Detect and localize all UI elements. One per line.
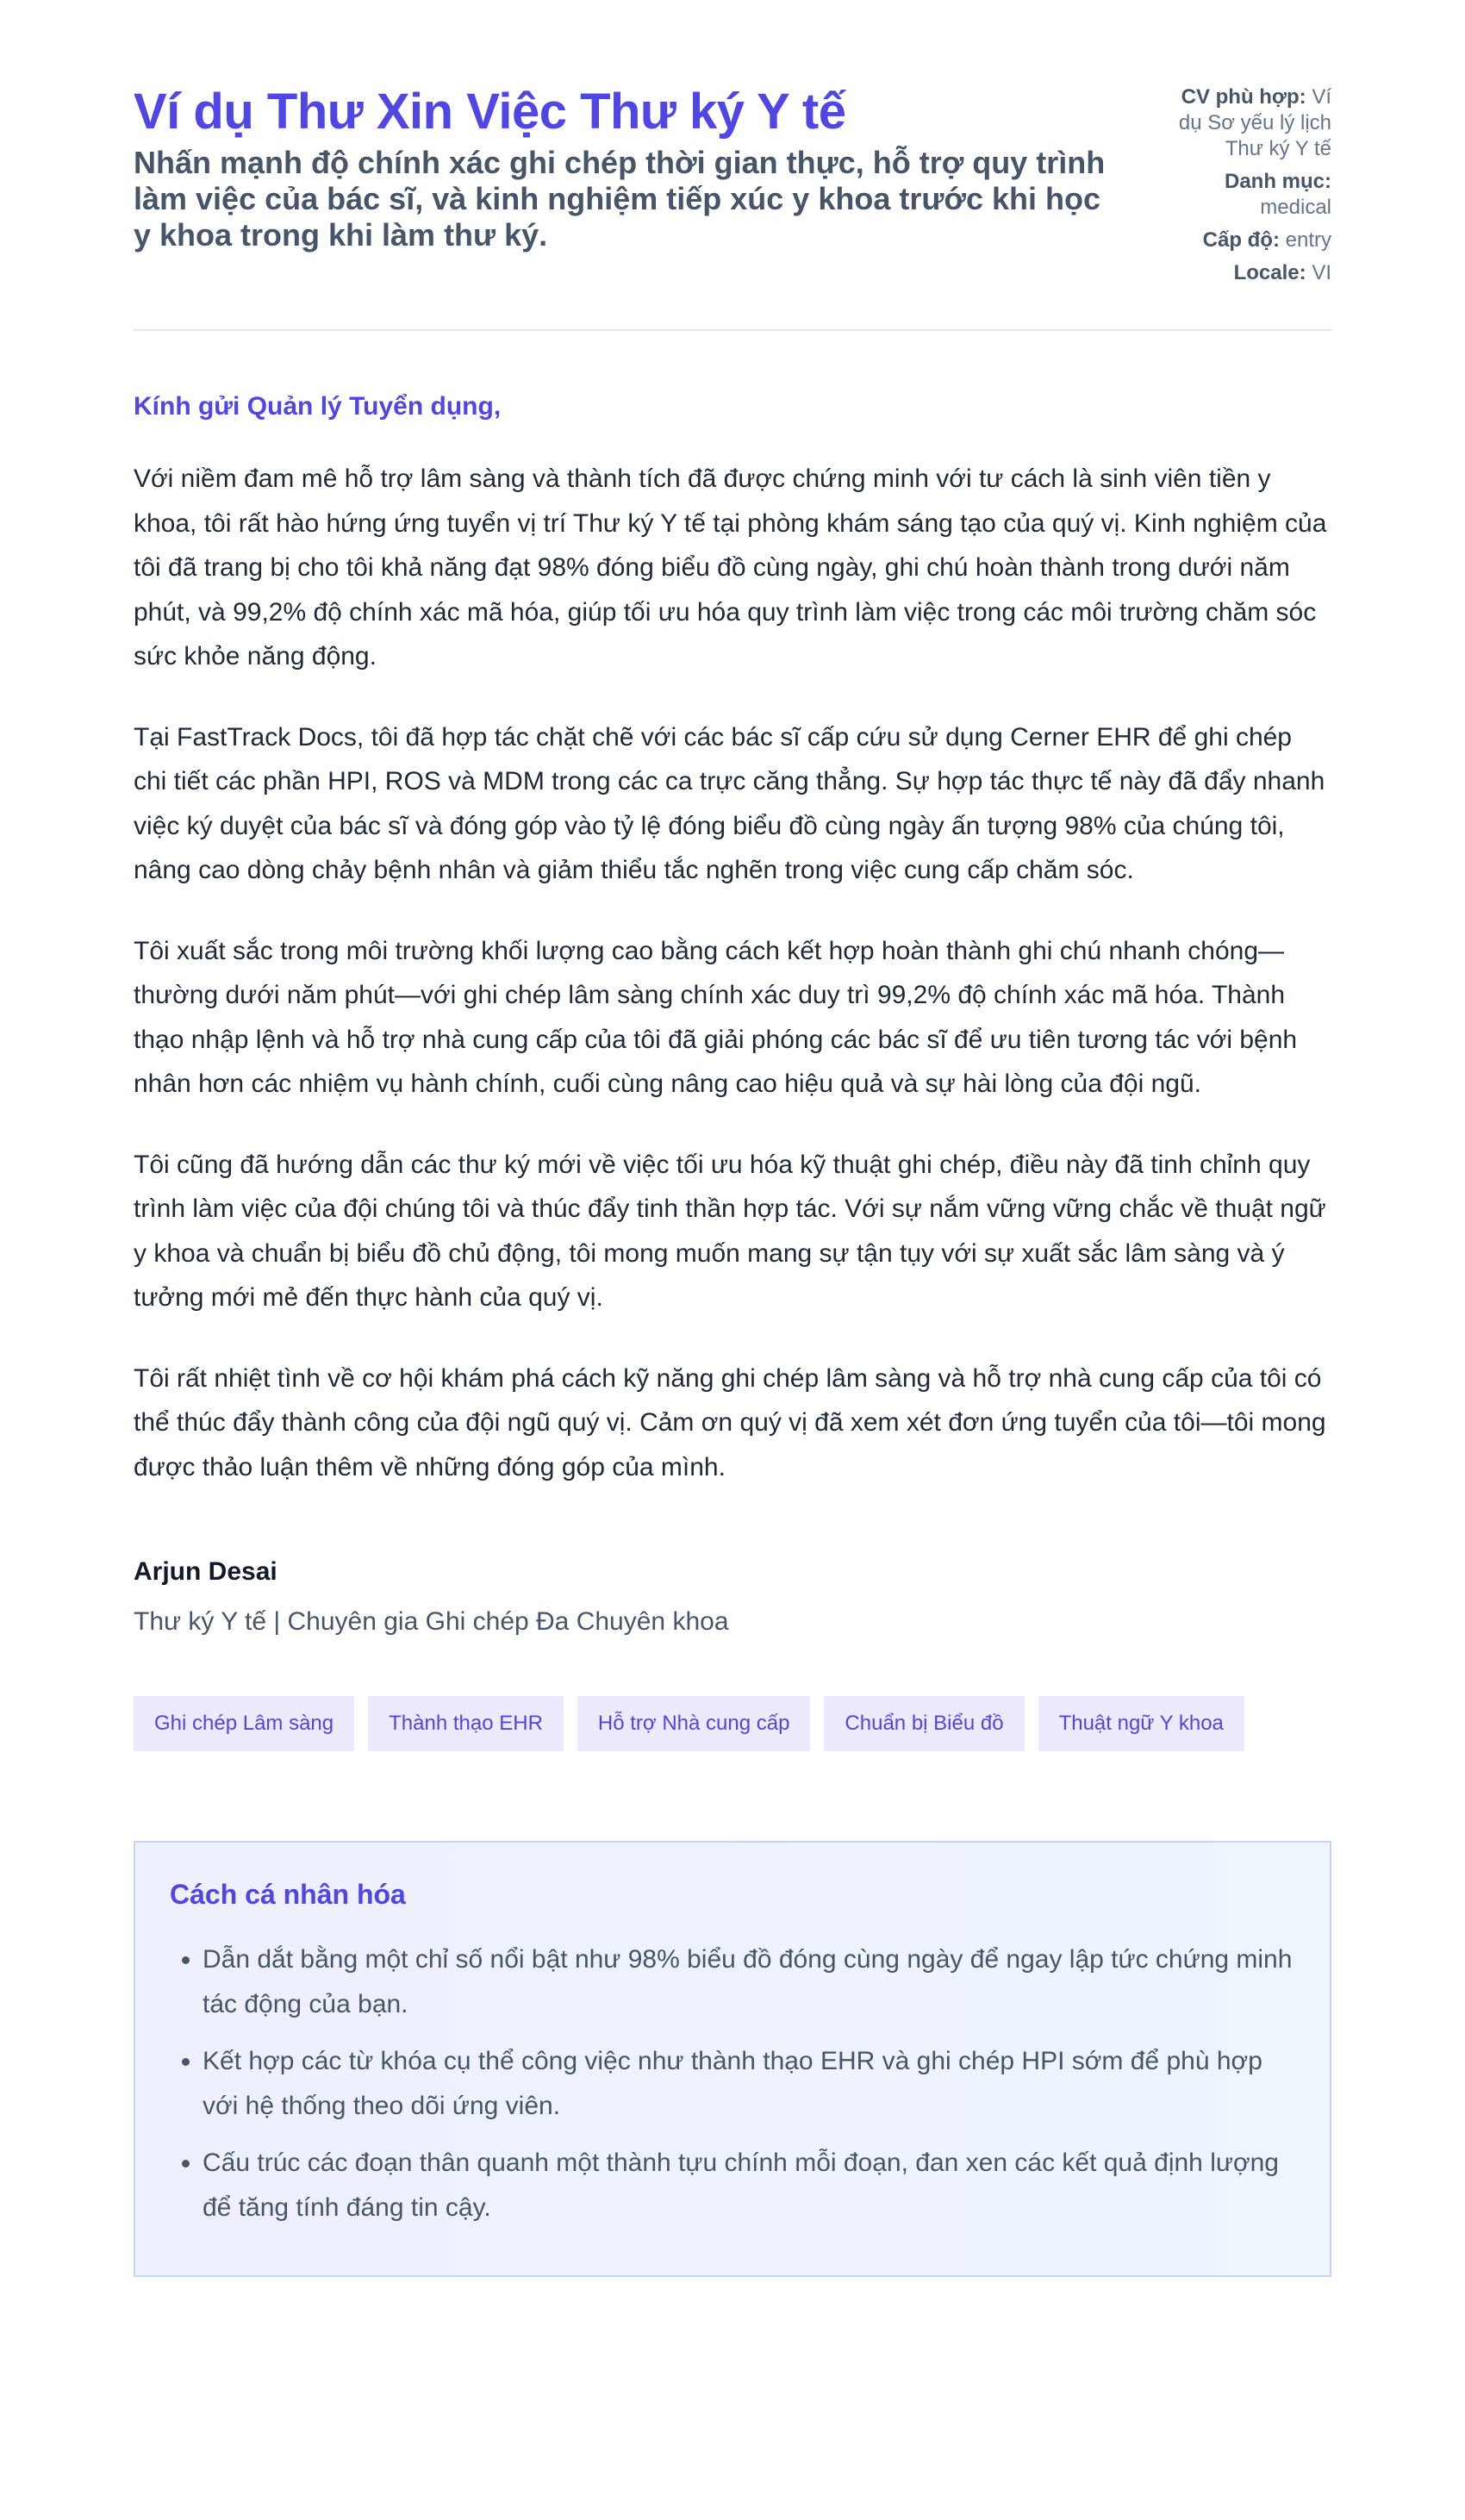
skill-tag[interactable]: Thành thạo EHR	[368, 1696, 564, 1751]
tip-item: • Kết hợp các từ khóa cụ thể công việc như thành thạo EHR và ghi chép HPI sớm để phù hợp với hệ thống theo dõi ứng viên.	[203, 2039, 1295, 2129]
skill-tag[interactable]: Ghi chép Lâm sàng	[134, 1696, 354, 1751]
letter-paragraph: Tôi xuất sắc trong môi trường khối lượng cao bằng cách kết hợp hoàn thành ghi chú nhanh chóng—thường dưới năm phút—với ghi chép lâm sàng chính xác duy trì 99,2% độ chính xác mã hóa. Thành thạo nhập lệnh và hỗ trợ nhà cung cấp của tôi đã giải phóng các bác sĩ để ưu tiên tương tác với bệnh nhân hơn các nhiệm vụ hành chính, cuối cùng nâng cao hiệu quả và sự hài lòng của đội ngũ.	[134, 936, 1298, 1098]
signature-title: Thư ký Y tế | Chuyên gia Ghi chép Đa Chuyên khoa	[134, 1607, 729, 1636]
letter-body	[134, 391, 1331, 1639]
tips-list	[170, 1937, 1295, 2230]
meta-cv	[1159, 84, 1331, 162]
meta-category-value: medical	[1260, 196, 1331, 219]
meta-level-value: entry	[1285, 228, 1331, 252]
meta-category	[1159, 169, 1331, 221]
signature-name: Arjun Desai	[134, 1557, 277, 1586]
meta-locale	[1159, 260, 1331, 286]
tips-title: Cách cá nhân hóa	[170, 1879, 406, 1910]
skill-tag[interactable]: Thuật ngữ Y khoa	[1038, 1696, 1244, 1751]
skill-tag[interactable]: Chuẩn bị Biểu đồ	[824, 1696, 1024, 1751]
meta-locale-label: Locale:	[1233, 261, 1306, 284]
letter-paragraph: Tôi rất nhiệt tình về cơ hội khám phá cách kỹ năng ghi chép lâm sàng và hỗ trợ nhà cung cấp của tôi có thể thúc đẩy thành công của đội ngũ quý vị. Cảm ơn quý vị đã xem xét đơn ứng tuyển của tôi—tôi mong được thảo luận thêm về những đóng góp của mình.	[134, 1363, 1326, 1481]
page-subtitle: Nhấn mạnh độ chính xác ghi chép thời gian thực, hỗ trợ quy trình làm việc của bác sĩ, và kinh nghiệm tiếp xúc y khoa trước khi học y khoa trong khi làm thư ký.	[134, 145, 1106, 253]
meta-level	[1159, 228, 1331, 253]
meta-cv-value[interactable]: Ví dụ Sơ yếu lý lịch Thư ký Y tế	[1178, 85, 1331, 160]
letter-paragraph: Tại FastTrack Docs, tôi đã hợp tác chặt chẽ với các bác sĩ cấp cứu sử dụng Cerner EHR để ghi chép chi tiết các phần HPI, ROS và MDM trong các ca trực căng thẳng. Sự hợp tác thực tế này đã đẩy nhanh việc ký duyệt của bác sĩ và đóng góp vào tỷ lệ đóng biểu đồ cùng ngày ấn tượng 98% của chúng tôi, nâng cao dòng chảy bệnh nhân và giảm thiểu tắc nghẽn trong việc cung cấp chăm sóc.	[134, 722, 1325, 884]
page-title: Ví dụ Thư Xin Việc Thư ký Y tế	[134, 84, 846, 140]
tip-item: • Dẫn dắt bằng một chỉ số nổi bật như 98% biểu đồ đóng cùng ngày để ngay lập tức chứng minh tác động của bạn.	[203, 1937, 1295, 2027]
meta-panel	[1159, 84, 1331, 293]
meta-category-label: Danh mục:	[1224, 170, 1331, 193]
tip-item: • Cấu trúc các đoạn thân quanh một thành tựu chính mỗi đoạn, đan xen các kết quả định lượng để tăng tính đáng tin cậy.	[203, 2141, 1295, 2230]
letter-paragraph: Với niềm đam mê hỗ trợ lâm sàng và thành tích đã được chứng minh với tư cách là sinh viên tiền y khoa, tôi rất hào hứng ứng tuyển vị trí Thư ký Y tế tại phòng khám sáng tạo của quý vị. Kinh nghiệm của tôi đã trang bị cho tôi khả năng đạt 98% đóng biểu đồ cùng ngày, ghi chú hoàn thành trong dưới năm phút, và 99,2% độ chính xác mã hóa, giúp tối ưu hóa quy trình làm việc trong các môi trường chăm sóc sức khỏe năng động.	[134, 465, 1327, 671]
meta-cv-label: CV phù hợp:	[1181, 85, 1306, 109]
personalization-tips	[134, 1841, 1331, 2277]
skill-tag[interactable]: Hỗ trợ Nhà cung cấp	[577, 1696, 811, 1751]
letter-paragraph: Tôi cũng đã hướng dẫn các thư ký mới về việc tối ưu hóa kỹ thuật ghi chép, điều này đã tinh chỉnh quy trình làm việc của đội chúng tôi và thúc đẩy tinh thần hợp tác. Với sự nắm vững vững chắc về thuật ngữ y khoa và chuẩn bị biểu đồ chủ động, tôi mong muốn mang sự tận tụy với sự xuất sắc lâm sàng và ý tưởng mới mẻ đến thực hành của quý vị.	[134, 1150, 1326, 1312]
document-header	[134, 83, 1331, 331]
salutation: Kính gửi Quản lý Tuyển dụng,	[134, 392, 502, 421]
skill-tags	[134, 1696, 1331, 1751]
meta-level-label: Cấp độ:	[1202, 228, 1280, 252]
meta-locale-value: VI	[1312, 261, 1331, 284]
